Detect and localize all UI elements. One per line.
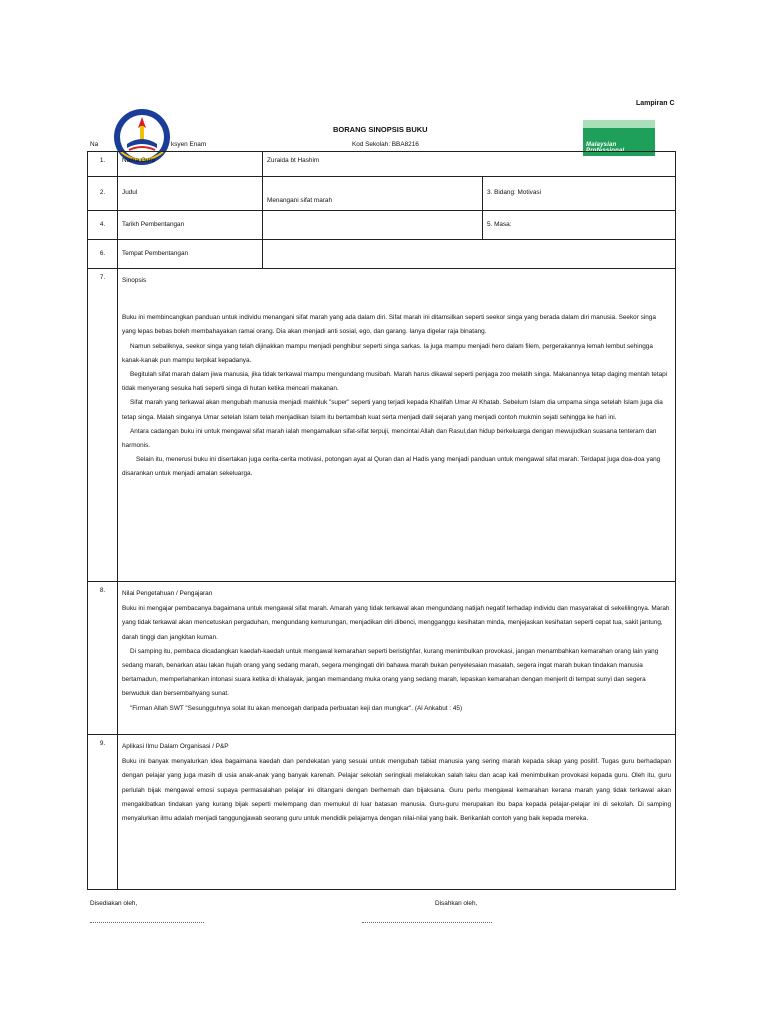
lesson-paragraph: Buku ini mengajar pembacanya bagaimana untuk mengawal sifat marah. Amarah yang tidak terkawal akan mengundang natijah negatif terhadap individu dan masyarakat di sekelilingnya. Marah yang tidak terkawal akan mencetuskan pergaduhan, mengundang kemurungan, menjadikan diri dibenci, mengganggu kesihatan minda, menjejaskan kesihatan seperti cepat tua, sakit jantung, darah tinggi dan jangkitan kuman. (122, 605, 670, 641)
presentation-venue-value (263, 240, 676, 269)
row-number: 1. (88, 152, 118, 177)
lesson-value-label: Nilai Pengetahuan / Pengajaran (122, 590, 213, 597)
school-code: Kod Sekolah: BBA8216 (352, 141, 419, 148)
approved-by-label: Disahkan oleh, (435, 900, 478, 907)
form-title: BORANG SINOPSIS BUKU (333, 125, 428, 134)
synopsis-paragraph: Antara cadangan buku ini untuk mengawal sifat marah ialah mengamalkan sifat-sifat terpuji, mencintai Allah dan Rasul,dan hidup berkeluarga dengan mewujudkan suasana tenteram dan harmonis. (122, 427, 657, 450)
synopsis-paragraph: Begitulah sifat marah dalam jiwa manusia, jika tidak terkawal mampu mengundang musibah. Marah harus dikawal seperti penjaga zoo melatih singa. Makanannya tetap daging mentah tetapi tidak menyerang sesuka hati seperti singa di hutan ketika mencari makanan. (122, 371, 668, 393)
synopsis-paragraph: Selain itu, menerusi buku ini disertakan juga cerita-cerita motivasi, potongan ayat al Quran dan al Hadis yang menjadi panduan untuk mengawal sifat marah. Terdapat juga doa-doa yang disarankan untuk menjadi amalan sekeluarga. (122, 456, 661, 478)
application-label: Aplikasi Ilmu Dalam Organisasi / P&P (122, 743, 229, 750)
lesson-paragraph: Di samping itu, pembaca dicadangkan kaedah-kaedah untuk mengawal kemarahan seperti beristighfar, kurang menimbulkan provokasi, jangan menambahkan kemarahan orang lain yang sedang marah, benarkan atau lakan hujah orang yang sedang marah, segera mengingati diri bahawa marah bukan penyelesaian masalah, segera ingat marah bukan tindakan manusia bertamadun, memperlahankan intonasi suara ketika di khalayak, jangan memandang muka orang yang sedang marah, lepaskan kemarahan dengan menjerit di tempat sunyi dan segera berwuduk dan bersembahyang sunat. (122, 647, 659, 698)
lesson-value-cell (118, 582, 676, 735)
application-paragraph: Buku ini banyak menyalurkan idea bagaimana kaedah dan pendekatan yang sesuai untuk mengubah tabiat manusia yang sering marah kepada sikap yang positif. Tugas guru berhadapan dengan pelajar yang juga masih di usia anak-anak yang banyak karenah. Pelajar sekolah seringkali melakukan salah laku dan acap kali menimbulkan provokasi kepada guru. Oleh itu, guru perlulah bijak mengawal emosi supaya permasalahan pelajar ini ditangani dengan berhemah dan bijaksana. Guru perlu mengawal kemarahan kerana marah yang tidak terkawal akan mengakibatkan tindakan yang kurang bijak seperti melempang dan memukul di luar batasan manusia. Guru-guru merupakan ibu bapa kepada pelajar-pelajar ini di sekolah. Di samping menyalurkan ilmu adalah menjadi tanggungjawab seorang guru untuk mendidik pelajarnya dengan nilai-nilai yang baik. Berikanlah contoh yang baik kepada mereka. (122, 758, 671, 823)
presentation-date-label: Tarikh Pembentangan (118, 211, 263, 240)
teacher-name-value: Zuraida bt Hashim (263, 152, 676, 177)
row-number: 4. (88, 211, 118, 240)
book-title-label: Judul (118, 177, 263, 211)
row-number: 6. (88, 240, 118, 269)
row-presentation-venue (88, 240, 676, 269)
field-area: 3. Bidang: Motivasi (483, 177, 676, 211)
book-title-value: Menangani sifat marah (263, 177, 483, 211)
name-prefix: Na (90, 141, 99, 148)
lesson-quote: "Firman Allah SWT "Sesungguhnya solat itu akan mencegah daripada perbuatan keji dan mungkar". (Al Ankabut : 45) (130, 704, 463, 712)
presentation-time: 5. Masa: (483, 211, 676, 240)
synopsis-paragraph: Namun sebaliknya, seekor singa yang telah dijinakkan mampu menjadi penghibur seperti singa sarkas. Ia juga mampu menjadi hero dalam filem, pergerakannya lemah lembut sehingga kanak-kanak pun mampu terpikat kepadanya. (122, 342, 653, 364)
synopsis-paragraph: Buku ini membincangkan panduan untuk individu menangani sifat marah yang ada dalam diri. Sifat marah ini ditamsilkan seperti seekor singa yang berada dalam diri manusia. Seekor singa yang lepas bebas boleh membahayakan ramai orang. Dia akan menjadi anti sosial, ego, dan garang. Ianya digelar raja binatang. (122, 314, 656, 336)
synopsis-paragraph: Sifat marah yang terkawal akan mengubah manusia menjadi makhluk "super" seperti yang terjadi kepada Khalifah Umar Al Khatab. Sebelum Islam dia umpama singa setelah Islam juga dia tetap singa. Malah singanya Umar setelah Islam telah menjadikan Islam itu bertambah kuat serta menjadi dalil sejarah yang menjadi contoh mukmin sejati sehingga ke hari ini. (122, 399, 663, 421)
presentation-venue-label: Tempat Pembentangan (118, 240, 263, 269)
appendix-label: Lampiran C (636, 100, 675, 107)
row-synopsis (88, 269, 676, 582)
row-number: 7. (88, 269, 118, 582)
section-text: ksyen Enam (171, 141, 207, 148)
row-number: 2. (88, 177, 118, 211)
teacher-name-label: Nama Guru (118, 152, 263, 177)
row-lesson-value (88, 582, 676, 735)
prepared-by-label: Disediakan oleh, (90, 900, 138, 907)
brand-logo-text: Malaysian Professional (586, 142, 625, 154)
synopsis-cell (118, 269, 676, 582)
row-number: 9. (88, 735, 118, 890)
prepared-by-signature-line[interactable] (90, 921, 204, 923)
row-title (88, 177, 676, 211)
synopsis-form-table (87, 151, 676, 890)
application-cell (118, 735, 676, 890)
approved-by-signature-line[interactable] (362, 921, 492, 923)
synopsis-label: Sinopsis (122, 277, 147, 284)
row-teacher-name (88, 152, 676, 177)
row-number: 8. (88, 582, 118, 735)
presentation-date-value (263, 211, 483, 240)
row-presentation-date (88, 211, 676, 240)
row-application (88, 735, 676, 890)
